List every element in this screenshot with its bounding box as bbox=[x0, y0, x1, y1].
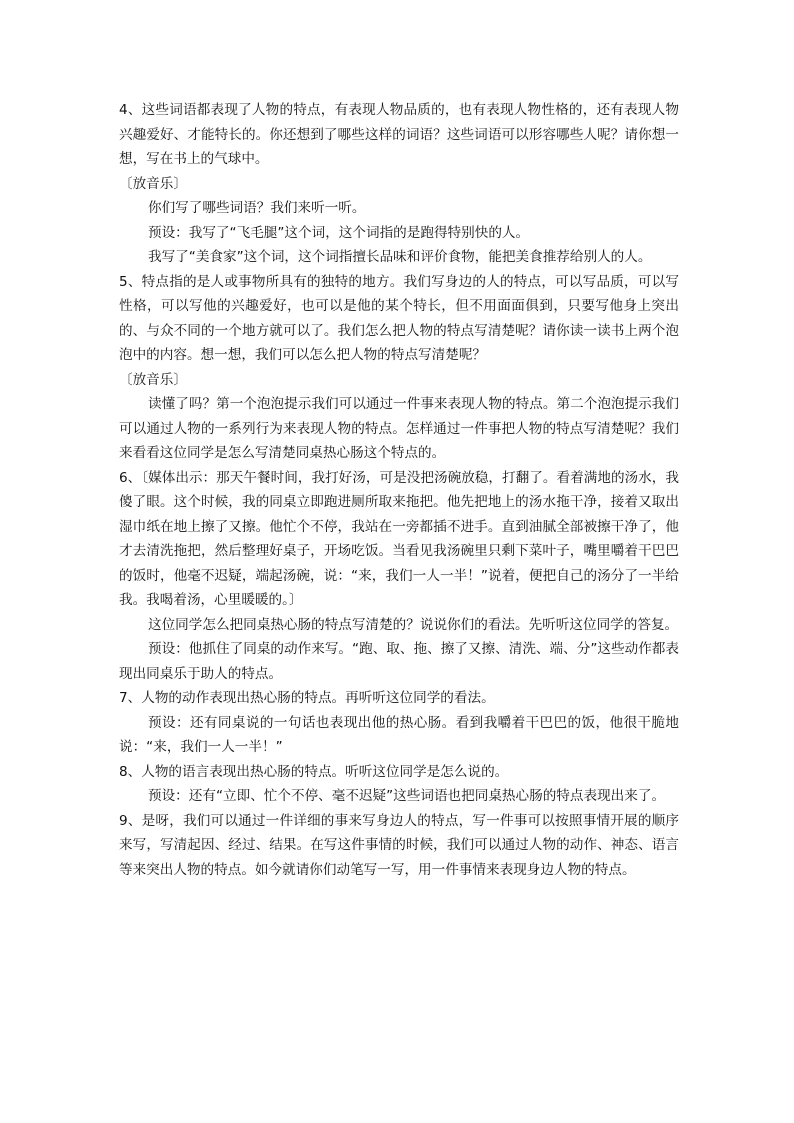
paragraph: 预设：还有同桌说的一句话也表现出他的热心肠。看到我嚼着干巴巴的饭，他很干脆地说：“来，我们一人一半！” bbox=[119, 714, 679, 755]
paragraph: 4、这些词语都表现了人物的特点，有表现人物品质的，也有表现人物性格的，还有表现人物兴趣爱好、才能特长的。你还想到了哪些这样的词语？这些词语可以形容哪些人呢？请你想一想，写在书上的气球中。 bbox=[119, 102, 679, 167]
paragraph: 〔放音乐〕 bbox=[119, 175, 187, 192]
paragraph: 预设：还有“立即、忙个不停、毫不迟疑”这些词语也把同桌热心肠的特点表现出来了。 bbox=[148, 788, 666, 804]
paragraph: 9、是呀，我们可以通过一件详细的事来写身边人的特点，写一件事可以按照事情开展的顺序来写，写清起因、经过、结果。在写这件事情的时候，我们可以通过人物的动作、神态、语言等来突出人物的特点。如今就请你们动笔写一写，用一件事情来表现身边人物的特点。 bbox=[119, 812, 679, 878]
paragraph: 这位同学怎么把同桌热心肠的特点写清楚的？说说你们的看法。先听听这位同学的答复。 bbox=[148, 616, 679, 633]
paragraph: 预设：我写了“飞毛腿”这个词，这个词指的是跑得特别快的人。 bbox=[148, 224, 530, 241]
paragraph: 7、人物的动作表现出热心肠的特点。再听听这位同学的看法。 bbox=[119, 690, 495, 706]
paragraph: 我写了“美食家”这个词，这个词指擅长品味和评价食物，能把美食推荐给别人的人。 bbox=[148, 249, 652, 265]
paragraph: 5、特点指的是人或事物所具有的独特的地方。我们写身边的人的特点，可以写品质，可以写性格，可以写他的兴趣爱好，也可以是他的某个特长，但不用面面俱到，只要写他身上突出的、与众不同的一个地方就可以了。我们怎么把人物的特点写清楚呢？请你读一读书上两个泡泡中的内容。想一想，我们可以怎么把人物的特点写清楚呢？ bbox=[119, 273, 679, 363]
paragraph: 〔放音乐〕 bbox=[119, 371, 187, 388]
paragraph: 8、人物的语言表现出热心肠的特点。听听这位同学是怎么说的。 bbox=[119, 763, 509, 780]
paragraph: 预设：他抓住了同桌的动作来写。“跑、取、拖、擦了又擦、清洗、端、分”这些动作都表现出同桌乐于助人的特点。 bbox=[119, 641, 679, 682]
paragraph: 你们写了哪些词语？我们来听一听。 bbox=[148, 200, 366, 216]
paragraph: 读懂了吗？第一个泡泡提示我们可以通过一件事来表现人物的特点。第二个泡泡提示我们可以通过人物的一系列行为来表现人物的特点。怎样通过一件事把人物的特点写清楚呢？我们来看看这位同学是怎么写清楚同桌热心肠这个特点的。 bbox=[119, 396, 679, 461]
document-page bbox=[119, 98, 679, 882]
paragraph: 6、〔媒体出示：那天午餐时间，我打好汤，可是没把汤碗放稳，打翻了。看着满地的汤水，我傻了眼。这个时候，我的同桌立即跑进厕所取来拖把。他先把地上的汤水拖干净，接着又取出湿巾纸在地上擦了又擦。他忙个不停，我站在一旁都插不进手。直到油腻全部被擦干净了，他才去清洗拖把，然后整理好桌子，开场吃饭。当看见我汤碗里只剩下菜叶子，嘴里嚼着干巴巴的饭时，他毫不迟疑，端起汤碗，说：“来，我们一人一半！”说着，便把自己的汤分了一半给我。我喝着汤，心里暖暖的。〕 bbox=[119, 469, 679, 608]
